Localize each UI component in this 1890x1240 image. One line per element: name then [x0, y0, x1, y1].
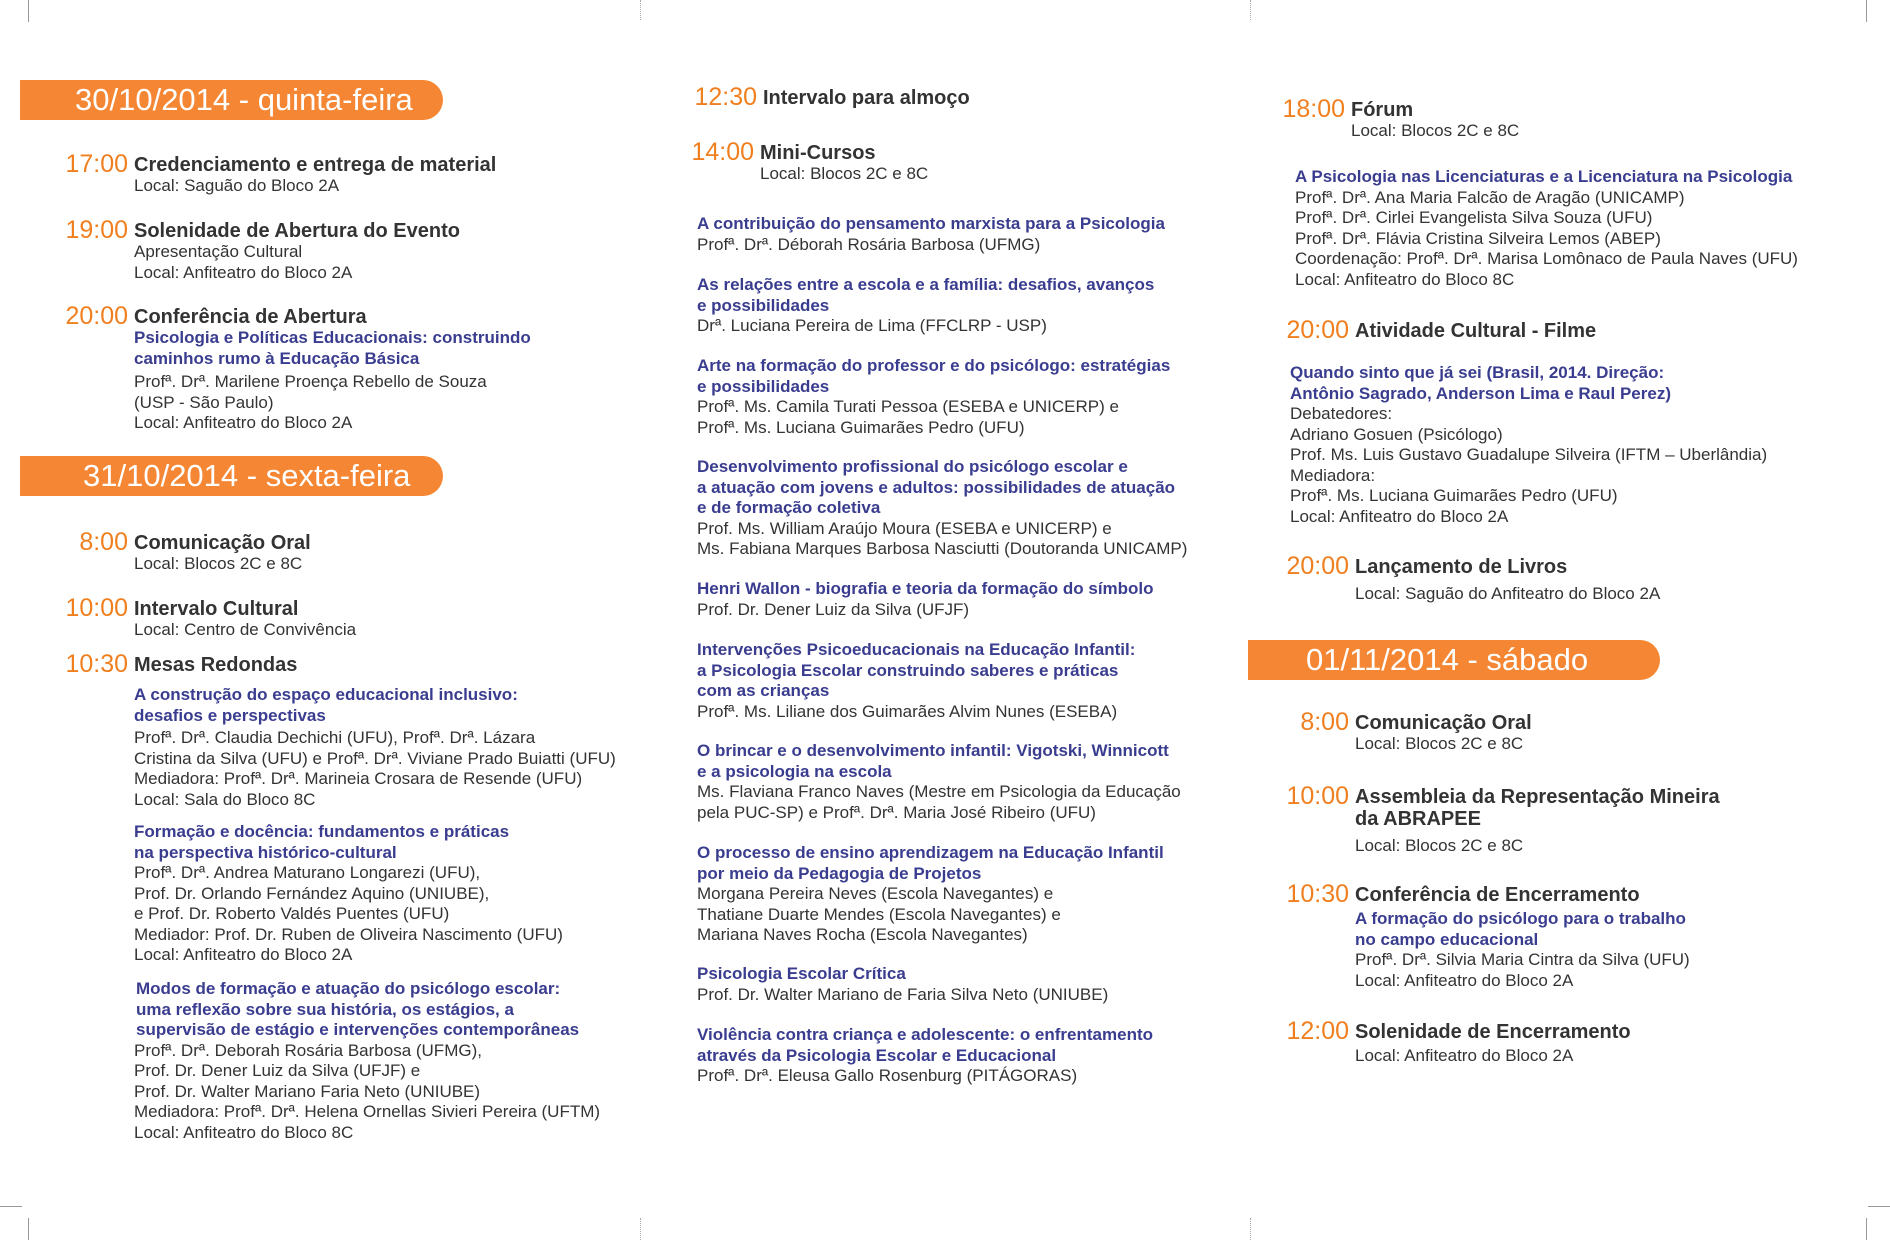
- event-title: Solenidade de Abertura do Evento: [134, 220, 460, 242]
- course-item: [697, 579, 1154, 620]
- course-title: com as crianças: [697, 681, 830, 700]
- mesa-location: Local: Anfiteatro do Bloco 2A: [134, 945, 353, 964]
- event-time: 19:00: [65, 216, 128, 244]
- event-title: Conferência de Encerramento: [1355, 884, 1640, 906]
- event-title: Fórum: [1351, 99, 1414, 121]
- forum-detail: [1295, 167, 1798, 290]
- event-subtitle: Psicologia e Políticas Educacionais: construindo: [134, 328, 531, 347]
- course-title: Henri Wallon - biografia e teoria da formação do símbolo: [697, 579, 1154, 598]
- mesa-title: na perspectiva histórico-cultural: [134, 842, 397, 862]
- event-conferencia-abertura: [65, 302, 531, 434]
- course-title: Violência contra criança e adolescente: o enfrentamento: [697, 1025, 1154, 1044]
- course-title: Intervenções Psicoeducacionais na Educação Infantil:: [697, 640, 1136, 659]
- event-time: 8:00: [1300, 708, 1349, 736]
- mesa-line: Mediadora: Profª. Drª. Helena Ornellas Sivieri Pereira (UFTM): [134, 1102, 601, 1121]
- event-line: Profª. Drª. Marilene Proença Rebello de Souza: [134, 372, 487, 391]
- crop-mark: [1866, 0, 1867, 22]
- mesa-title: Formação e docência: fundamentos e práticas: [134, 822, 510, 841]
- course-item: [697, 741, 1181, 823]
- event-solenidade-abertura: [65, 216, 460, 283]
- mesa-location: Local: Anfiteatro do Bloco 8C: [134, 1122, 354, 1142]
- event-time: 17:00: [65, 150, 128, 178]
- day-banner-31-10: 31/10/2014 - sexta-feira: [20, 456, 443, 496]
- crop-mark: [0, 1206, 22, 1207]
- event-time: 10:30: [65, 650, 128, 678]
- course-title: e possibilidades: [697, 295, 830, 315]
- event-subtitle: no campo educacional: [1355, 929, 1539, 949]
- fold-mark: [1250, 1218, 1251, 1240]
- course-title: Psicologia Escolar Crítica: [697, 964, 906, 983]
- crop-mark: [1866, 1218, 1867, 1240]
- course-item: [697, 843, 1164, 946]
- course-line: Mariana Naves Rocha (Escola Navegantes): [697, 925, 1028, 944]
- event-time: 10:30: [1286, 880, 1349, 908]
- day-banner-30-10: 30/10/2014 - quinta-feira: [20, 80, 443, 120]
- course-item: [697, 640, 1135, 722]
- event-title: Credenciamento e entrega de material: [134, 154, 497, 176]
- event-subtitle: caminhos rumo à Educação Básica: [134, 348, 420, 368]
- film-title: Antônio Sagrado, Anderson Lima e Raul Perez): [1290, 383, 1671, 403]
- event-intervalo-almoco: [694, 83, 970, 111]
- film-location: Local: Anfiteatro do Bloco 2A: [1290, 506, 1509, 526]
- mesa-title: desafios e perspectivas: [134, 705, 326, 725]
- mesa-line: e Prof. Dr. Roberto Valdés Puentes (UFU): [134, 904, 450, 923]
- film-title: Quando sinto que já sei (Brasil, 2014. Direção:: [1290, 363, 1665, 382]
- forum-line: Profª. Drª. Flávia Cristina Silveira Lemos (ABEP): [1295, 228, 1661, 248]
- course-line: Prof. Dr. Dener Luiz da Silva (UFJF): [697, 599, 970, 619]
- course-item: [697, 1025, 1153, 1087]
- event-title: Mesas Redondas: [134, 654, 298, 676]
- event-title: Assembleia da Representação Mineira: [1355, 786, 1720, 808]
- film-detail: [1290, 363, 1767, 527]
- event-conferencia-encerramento: [1286, 880, 1690, 991]
- mesa-title: A construção do espaço educacional inclusivo:: [134, 685, 518, 704]
- crop-mark: [1868, 1206, 1890, 1207]
- mesa-line: Profª. Drª. Deborah Rosária Barbosa (UFMG),: [134, 1040, 482, 1060]
- event-location: Local: Blocos 2C e 8C: [760, 164, 929, 183]
- course-line: Ms. Flaviana Franco Naves (Mestre em Psicologia da Educação: [697, 782, 1181, 801]
- course-title: As relações entre a escola e a família: desafios, avanços: [697, 275, 1155, 294]
- course-title: Arte na formação do professor e do psicólogo: estratégias: [697, 356, 1171, 375]
- course-item: [697, 964, 1108, 1005]
- event-location: Local: Blocos 2C e 8C: [1355, 836, 1524, 855]
- mesa-title: supervisão de estágio e intervenções contemporâneas: [136, 1020, 580, 1039]
- event-forum: [1282, 95, 1520, 142]
- event-title: Intervalo para almoço: [763, 87, 970, 109]
- event-mini-cursos: [691, 138, 929, 185]
- course-title: e a psicologia na escola: [697, 761, 892, 781]
- mesa-item: [134, 822, 563, 966]
- course-line: Prof. Dr. Walter Mariano de Faria Silva Neto (UNIUBE): [697, 984, 1109, 1004]
- course-line: Profª. Drª. Eleusa Gallo Rosenburg (PITÁGORAS): [697, 1066, 1078, 1085]
- course-line: Profª. Ms. Liliane dos Guimarães Alvim Nunes (ESEBA): [697, 701, 1118, 721]
- event-time: 8:00: [79, 528, 128, 556]
- event-location: Local: Centro de Convivência: [134, 620, 357, 639]
- event-location: Local: Blocos 2C e 8C: [134, 554, 303, 573]
- event-time: 20:00: [65, 302, 128, 330]
- mesa-line: Profª. Drª. Claudia Dechichi (UFU), Profª. Drª. Lázara: [134, 728, 536, 747]
- course-item: [697, 457, 1187, 560]
- course-line: Thatiane Duarte Mendes (Escola Navegantes) e: [697, 904, 1061, 924]
- day-banner-01-11: 01/11/2014 - sábado: [1248, 640, 1660, 680]
- event-lancamento-livros: [1286, 552, 1661, 605]
- film-line: Debatedores:: [1290, 404, 1393, 423]
- film-line: Prof. Ms. Luis Gustavo Guadalupe Silveira (IFTM – Uberlândia): [1290, 445, 1768, 464]
- fold-mark: [640, 1218, 641, 1240]
- event-location: Local: Saguão do Anfiteatro do Bloco 2A: [1355, 584, 1661, 603]
- event-subtitle: A formação do psicólogo para o trabalho: [1355, 909, 1686, 928]
- mesa-line: Mediador: Prof. Dr. Ruben de Oliveira Nascimento (UFU): [134, 924, 563, 944]
- event-time: 20:00: [1286, 316, 1349, 344]
- event-comunicacao-oral-sabado: [1300, 708, 1532, 755]
- course-line: Ms. Fabiana Marques Barbosa Nasciutti (Doutoranda UNICAMP): [697, 539, 1188, 558]
- event-title: Solenidade de Encerramento: [1355, 1021, 1631, 1043]
- course-title: O brincar e o desenvolvimento infantil: Vigotski, Winnicott: [697, 741, 1169, 760]
- event-location: Local: Anfiteatro do Bloco 2A: [134, 262, 353, 282]
- event-atividade-cultural: [1286, 316, 1597, 344]
- event-line: (USP - São Paulo): [134, 392, 274, 412]
- mesa-item: [136, 979, 600, 1143]
- event-title: Intervalo Cultural: [134, 598, 299, 620]
- event-line: Apresentação Cultural: [134, 242, 303, 261]
- forum-line: Coordenação: Profª. Drª. Marisa Lomônaco de Paula Naves (UFU): [1295, 249, 1798, 268]
- film-line: Adriano Gosuen (Psicólogo): [1290, 424, 1503, 444]
- crop-mark: [28, 1218, 29, 1240]
- event-location: Local: Anfiteatro do Bloco 2A: [134, 413, 353, 432]
- event-time: 20:00: [1286, 552, 1349, 580]
- event-location: Local: Blocos 2C e 8C: [1351, 121, 1520, 140]
- mesa-line: Prof. Dr. Dener Luiz da Silva (UFJF) e: [134, 1061, 421, 1080]
- event-title: Comunicação Oral: [1355, 712, 1532, 734]
- forum-line: Profª. Drª. Ana Maria Falcão de Aragão (UNICAMP): [1295, 187, 1685, 207]
- event-time: 10:00: [65, 594, 128, 622]
- event-assembleia: [1286, 782, 1720, 857]
- course-title: O processo de ensino aprendizagem na Educação Infantil: [697, 843, 1164, 862]
- forum-line: Profª. Drª. Cirlei Evangelista Silva Souza (UFU): [1295, 208, 1653, 227]
- course-item: [697, 356, 1170, 438]
- course-item: [697, 214, 1165, 255]
- event-mesas-redondas: [65, 650, 298, 678]
- mesa-line: Profª. Drª. Andrea Maturano Longarezi (UFU),: [134, 863, 481, 882]
- event-title: Conferência de Abertura: [134, 306, 367, 328]
- course-line: Drª. Luciana Pereira de Lima (FFCLRP - USP): [697, 316, 1047, 335]
- crop-mark: [28, 0, 29, 22]
- event-title: Atividade Cultural - Filme: [1355, 320, 1597, 342]
- course-line: pela PUC-SP) e Profª. Drª. Maria José Ribeiro (UFU): [697, 802, 1096, 822]
- event-title: da ABRAPEE: [1355, 808, 1481, 830]
- course-line: Profª. Drª. Déborah Rosária Barbosa (UFMG): [697, 234, 1041, 254]
- course-title: e possibilidades: [697, 376, 830, 396]
- course-title: e de formação coletiva: [697, 498, 881, 517]
- event-credenciamento: [65, 150, 497, 197]
- event-time: 14:00: [691, 138, 754, 166]
- forum-title: A Psicologia nas Licenciaturas e a Licenciatura na Psicologia: [1295, 167, 1793, 186]
- course-item: [697, 275, 1154, 337]
- film-line: Profª. Ms. Luciana Guimarães Pedro (UFU): [1290, 486, 1618, 505]
- event-title: Comunicação Oral: [134, 532, 311, 554]
- mesa-title: Modos de formação e atuação do psicólogo escolar:: [136, 979, 561, 998]
- event-time: 18:00: [1282, 95, 1345, 123]
- fold-mark: [640, 0, 641, 20]
- event-solenidade-encerramento: [1286, 1017, 1631, 1067]
- event-location: Local: Anfiteatro do Bloco 2A: [1355, 1046, 1574, 1065]
- mesa-line: Prof. Dr. Walter Mariano Faria Neto (UNIUBE): [134, 1081, 481, 1101]
- forum-location: Local: Anfiteatro do Bloco 8C: [1295, 269, 1515, 289]
- event-line: Profª. Drª. Silvia Maria Cintra da Silva (UFU): [1355, 950, 1690, 969]
- event-location: Local: Blocos 2C e 8C: [1355, 734, 1524, 753]
- event-location: Local: Saguão do Bloco 2A: [134, 176, 340, 195]
- event-location: Local: Anfiteatro do Bloco 2A: [1355, 970, 1574, 990]
- fold-mark: [1250, 0, 1251, 20]
- course-title: Desenvolvimento profissional do psicólogo escolar e: [697, 457, 1128, 476]
- course-title: a atuação com jovens e adultos: possibilidades de atuação: [697, 477, 1176, 497]
- mesa-location: Local: Sala do Bloco 8C: [134, 789, 316, 809]
- mesa-item: [134, 685, 616, 810]
- film-line: Mediadora:: [1290, 465, 1376, 485]
- event-title: Mini-Cursos: [760, 142, 876, 164]
- course-line: Prof. Ms. William Araújo Moura (ESEBA e UNICERP) e: [697, 518, 1112, 538]
- event-title: Lançamento de Livros: [1355, 556, 1568, 578]
- course-title: A contribuição do pensamento marxista para a Psicologia: [697, 214, 1165, 233]
- course-title: através da Psicologia Escolar e Educacional: [697, 1045, 1057, 1065]
- mesa-line: Cristina da Silva (UFU) e Profª. Drª. Viviane Prado Buiatti (UFU): [134, 748, 616, 768]
- event-time: 10:00: [1286, 782, 1349, 810]
- course-line: Profª. Ms. Camila Turati Pessoa (ESEBA e UNICERP) e: [697, 397, 1119, 416]
- event-intervalo-cultural: [65, 594, 357, 641]
- mesa-line: Prof. Dr. Orlando Fernández Aquino (UNIUBE),: [134, 883, 490, 903]
- course-line: Profª. Ms. Luciana Guimarães Pedro (UFU): [697, 417, 1025, 437]
- course-title: a Psicologia Escolar construindo saberes e práticas: [697, 660, 1119, 680]
- mesa-line: Mediadora: Profª. Drª. Marineia Crosara de Resende (UFU): [134, 769, 583, 788]
- event-time: 12:30: [694, 83, 757, 111]
- mesa-title: uma reflexão sobre sua história, os estágios, a: [136, 999, 514, 1019]
- course-title: por meio da Pedagogia de Projetos: [697, 863, 982, 883]
- course-line: Morgana Pereira Neves (Escola Navegantes) e: [697, 884, 1054, 903]
- event-comunicacao-oral: [79, 528, 311, 575]
- event-time: 12:00: [1286, 1017, 1349, 1045]
